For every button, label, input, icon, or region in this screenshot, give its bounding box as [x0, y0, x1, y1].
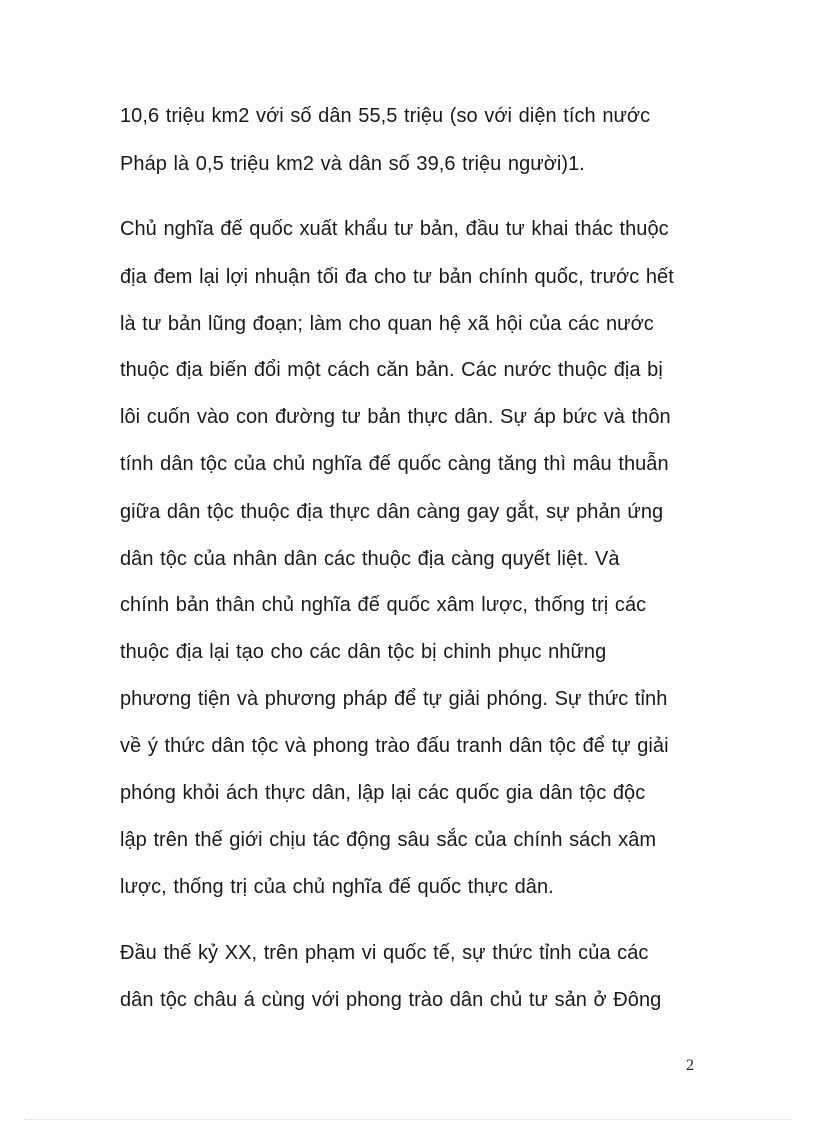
paragraph-2-line-1: Chủ nghĩa đế quốc xuất khẩu tư bản, đầu tư khai thác thuộc: [120, 218, 669, 240]
paragraph-2-line-10: thuộc địa lại tạo cho các dân tộc bị chinh phục những: [120, 641, 607, 663]
paragraph-2-line-7: giữa dân tộc thuộc địa thực dân càng gay gắt, sự phản ứng: [120, 501, 664, 523]
paragraph-2-line-15: lược, thống trị của chủ nghĩa đế quốc thực dân.: [120, 876, 554, 898]
paragraph-2-line-6: tính dân tộc của chủ nghĩa đế quốc càng tăng thì mâu thuẫn: [120, 453, 669, 475]
paragraph-2-line-9: chính bản thân chủ nghĩa đế quốc xâm lược, thống trị các: [120, 594, 647, 616]
paragraph-2-line-14: lập trên thế giới chịu tác động sâu sắc của chính sách xâm: [120, 829, 657, 851]
paragraph-2-line-3: là tư bản lũng đoạn; làm cho quan hệ xã hội của các nước: [120, 313, 654, 335]
page-number: 2: [686, 1057, 694, 1074]
page-bottom-divider: [24, 1119, 792, 1120]
paragraph-2-line-2: địa đem lại lợi nhuận tối đa cho tư bản chính quốc, trước hết: [120, 266, 674, 288]
paragraph-2-line-4: thuộc địa biến đổi một cách căn bản. Các nước thuộc địa bị: [120, 359, 663, 381]
paragraph-2-line-13: phóng khỏi ách thực dân, lập lại các quốc gia dân tộc độc: [120, 782, 646, 804]
paragraph-2-line-11: phương tiện và phương pháp để tự giải phóng. Sự thức tỉnh: [120, 688, 668, 710]
paragraph-3-line-2: dân tộc châu á cùng với phong trào dân chủ tư sản ở Đông: [120, 989, 662, 1011]
paragraph-2-line-12: về ý thức dân tộc và phong trào đấu tranh dân tộc để tự giải: [120, 735, 669, 757]
paragraph-1-line-1: 10,6 triệu km2 với số dân 55,5 triệu (so với diện tích nước: [120, 105, 651, 127]
paragraph-2-line-5: lôi cuốn vào con đường tư bản thực dân. Sự áp bức và thôn: [120, 406, 671, 428]
paragraph-3-line-1: Đầu thế kỷ XX, trên phạm vi quốc tế, sự thức tỉnh của các: [120, 942, 649, 964]
paragraph-1-line-2: Pháp là 0,5 triệu km2 và dân số 39,6 triệu người)1.: [120, 153, 585, 175]
paragraph-2-line-8: dân tộc của nhân dân các thuộc địa càng quyết liệt. Và: [120, 548, 620, 570]
